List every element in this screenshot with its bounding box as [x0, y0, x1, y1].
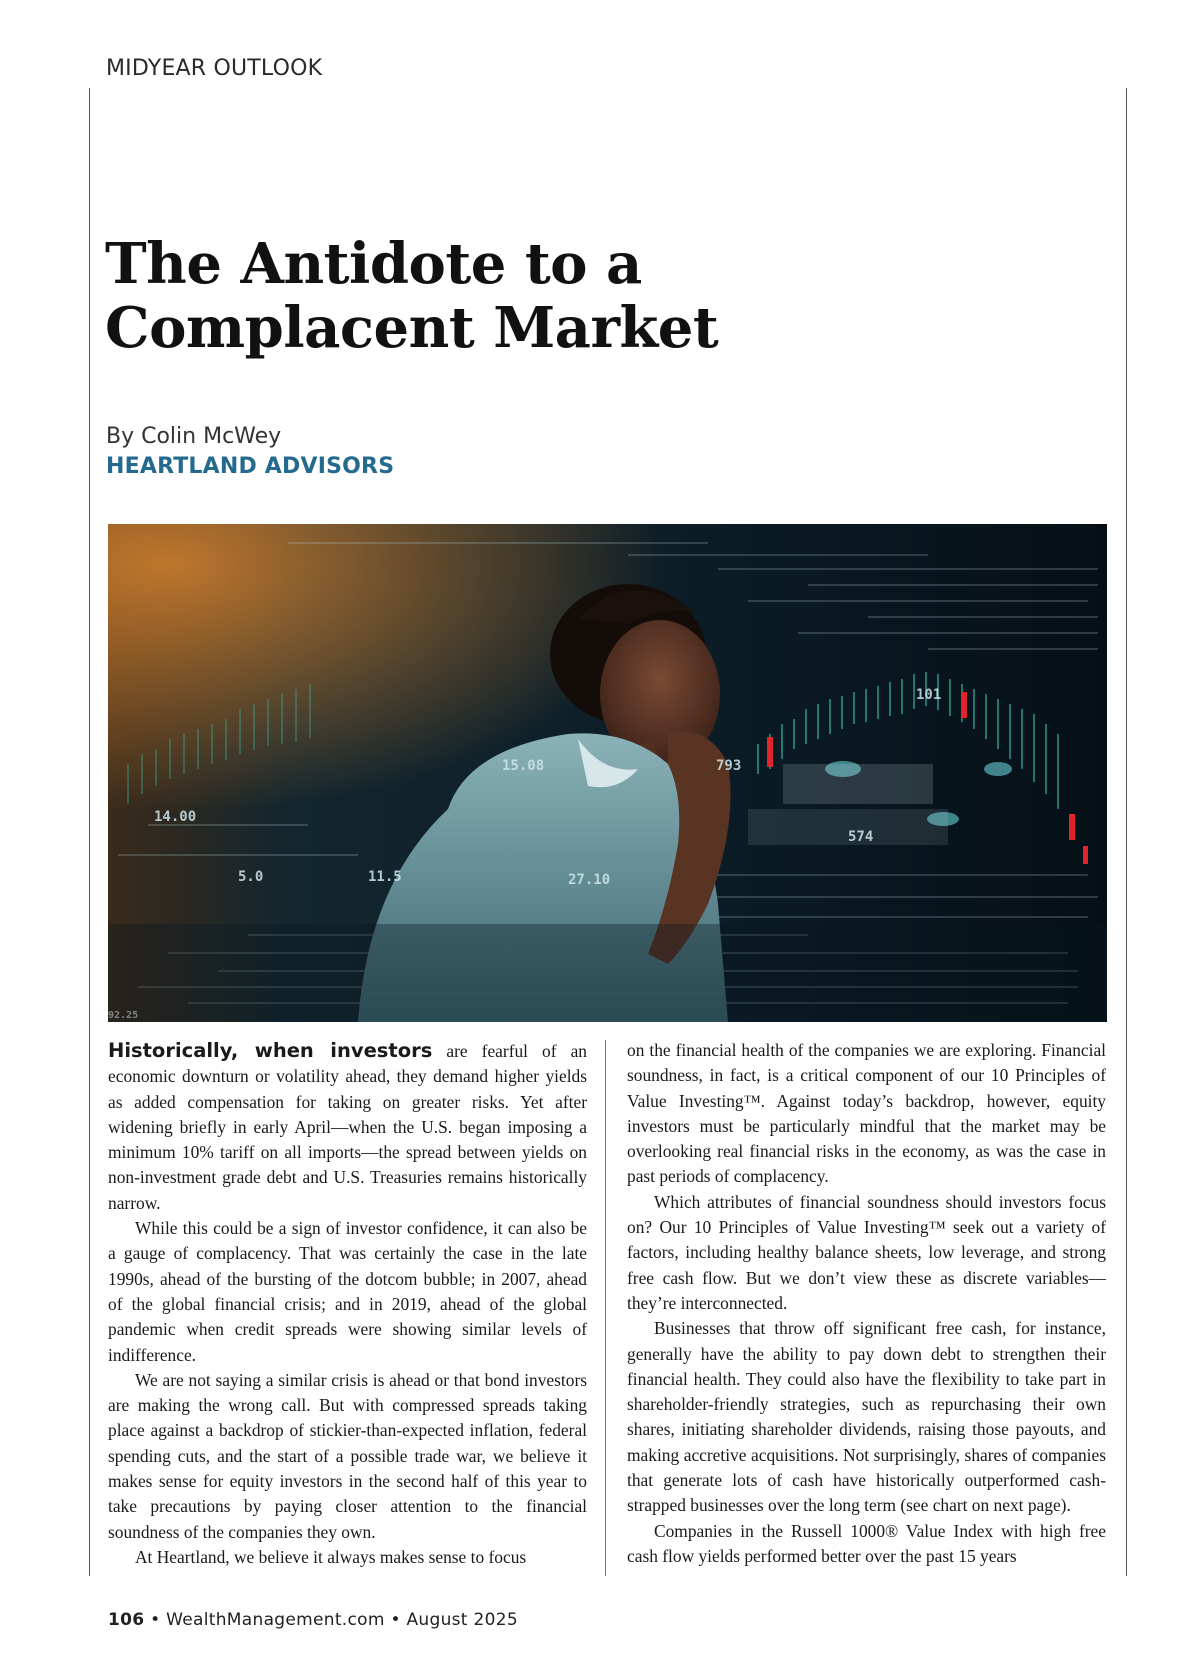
- footer-date: August 2025: [406, 1610, 518, 1630]
- overlay-number-3: 11.5: [368, 869, 402, 885]
- overlay-number-7: 101: [916, 687, 942, 703]
- paragraph-1: [108, 1038, 587, 1216]
- footer-separator: •: [150, 1610, 161, 1630]
- page-footer: [108, 1610, 518, 1630]
- paragraph-5: Which attributes of financial soundness should investors focus on? Our 10 Principles of Value Investing™ seek out a variety of factors, including healthy balance sheets, low leverage, and strong free cash flow. But we don’t view these as discrete variables—they’re interconnected.: [627, 1191, 1106, 1313]
- overlay-number-9: 92.25: [108, 1010, 139, 1021]
- overlay-number-8: 574: [848, 829, 874, 845]
- paragraph-3: We are not saying a similar crisis is ahead or that bond investors are making the wrong call. But with compressed spreads taking place against a backdrop of stickier-than-expected inflation, federal spending cuts, and the start of a possible trade war, we believe it makes sense for equity investors in the second half of this year to take precautions by paying closer attention to the financial soundness of the companies they own.: [108, 1369, 587, 1542]
- overlay-number-4: 15.08: [502, 758, 545, 774]
- author-organization: HEARTLAND ADVISORS: [106, 454, 395, 479]
- paragraph-1-text: are fearful of an economic downturn or volatility ahead, they demand higher yields as added compensation for taking on greater risks. Yet after widening briefly in early April—when the U.S. began imposing a minimum 10% tariff on all imports—the spread between yields on non-investment grade debt and U.S. Treasuries remains historically narrow.: [108, 1041, 587, 1213]
- overlay-number-1: 14.00: [154, 809, 197, 825]
- paragraph-4: At Heartland, we believe it always makes sense to focus: [135, 1546, 527, 1567]
- right-rule: [1126, 88, 1127, 1576]
- body-column-left: [108, 1038, 587, 1583]
- footer-site: WealthManagement.com: [166, 1610, 385, 1630]
- article-title: The Antidote to a Complacent Market: [105, 231, 719, 361]
- left-rule: [89, 88, 90, 1576]
- paragraph-4-continued: on the financial health of the companies we are exploring. Financial soundness, in fact, is a critical component of our 10 Principles of Value Investing™. Against today’s backdrop, however, equity investors must be particularly mindful that the market may be overlooking real financial risks in the economy, as was the case in past periods of complacency.: [627, 1040, 1106, 1187]
- column-divider: [605, 1040, 606, 1576]
- overlay-number-2: 5.0: [238, 869, 264, 885]
- section-label: MIDYEAR OUTLOOK: [106, 56, 323, 81]
- paragraph-7: Companies in the Russell 1000® Value Index with high free cash flow yields performed better over the past 15 years: [627, 1520, 1106, 1566]
- paragraph-2: While this could be a sign of investor confidence, it can also be a gauge of complacency. That was certainly the case in the late 1990s, ahead of the bursting of the dotcom bubble; in 2007, ahead of the global financial crisis; and in 2019, ahead of the global pandemic when credit spreads were showing similar levels of indifference.: [108, 1218, 587, 1365]
- byline: By Colin McWey: [106, 424, 282, 449]
- overlay-number-6: 793: [716, 758, 742, 774]
- footer-separator: •: [390, 1610, 401, 1630]
- overlay-number-5: 27.10: [568, 872, 611, 888]
- paragraph-6: Businesses that throw off significant free cash, for instance, generally have the ability to pay down debt to strengthen their financial health. They could also have the flexibility to take part in shareholder-friendly strategies, such as repurchasing their own shares, initiating shareholder dividends, raising those payouts, and making accretive acquisitions. Not surprisingly, shares of companies that generate lots of cash have historically outperformed cash-strapped businesses over the long term (see chart on next page).: [627, 1318, 1106, 1516]
- hero-illustration: [108, 524, 1107, 1022]
- body-column-right: [627, 1038, 1106, 1583]
- page-number: 106: [108, 1610, 145, 1630]
- hero-image: [108, 524, 1107, 1022]
- lead-in: Historically, when investors: [108, 1039, 433, 1062]
